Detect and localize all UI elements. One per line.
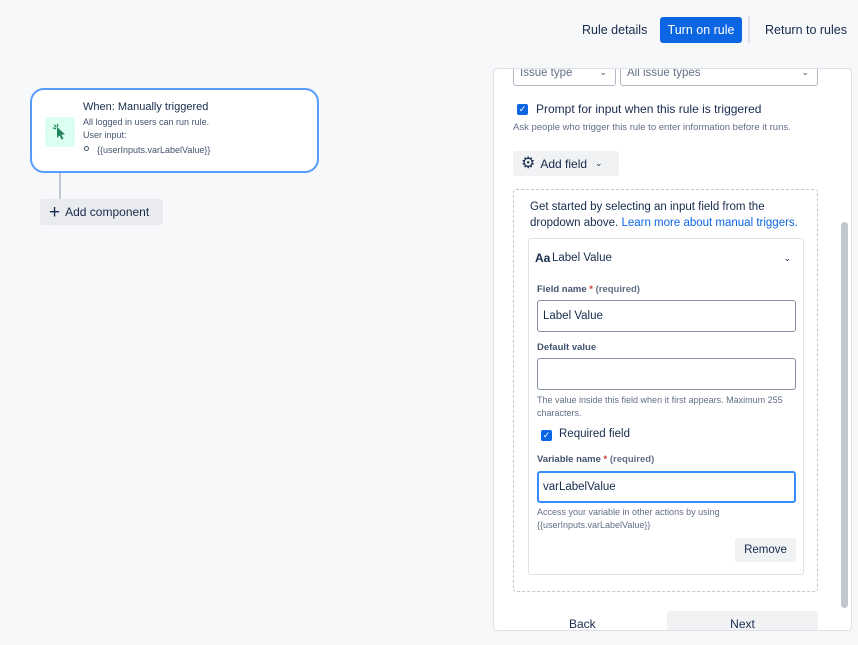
input-fields-container xyxy=(513,189,818,592)
rule-details-button[interactable]: Rule details xyxy=(582,23,648,37)
default-value-label: Default value xyxy=(537,342,597,353)
remove-field-button[interactable]: Remove xyxy=(735,538,796,562)
add-component-button[interactable] xyxy=(40,199,163,225)
connector-line xyxy=(59,173,61,200)
issue-type-select[interactable] xyxy=(513,68,616,86)
required-field-label: Required field xyxy=(559,428,630,440)
all-issue-types-select[interactable] xyxy=(620,68,818,86)
chevron-down-icon: ⌄ xyxy=(801,68,809,77)
variable-name-label: Variable name * (required) xyxy=(537,454,655,465)
default-value-input[interactable] xyxy=(537,358,796,390)
plus-icon: + xyxy=(49,201,61,223)
add-field-label: Add field xyxy=(540,156,588,171)
field-name-input[interactable]: Label Value xyxy=(537,300,796,332)
add-field-button[interactable] xyxy=(513,151,619,176)
trigger-card[interactable] xyxy=(30,88,319,173)
header-divider xyxy=(748,16,750,43)
all-issue-types-select-value: All issue types xyxy=(627,68,701,79)
back-button[interactable]: Back xyxy=(569,617,596,631)
learn-more-link[interactable]: Learn more about manual triggers. xyxy=(621,217,798,229)
add-component-label: Add component xyxy=(65,205,150,219)
panel-scrollbar[interactable] xyxy=(841,222,848,608)
chevron-down-icon: ⌄ xyxy=(599,68,607,77)
cursor-click-icon xyxy=(45,117,75,147)
text-field-type-icon: Aa xyxy=(535,251,551,265)
bullet-icon xyxy=(84,146,89,151)
chevron-down-icon[interactable]: ⌄ xyxy=(783,253,791,263)
field-name-label: Field name * (required) xyxy=(537,284,640,295)
default-value-help: The value inside this field when it first appears. Maximum 255 characters. xyxy=(537,395,783,418)
variable-name-input[interactable]: varLabelValue xyxy=(537,471,796,503)
trigger-config-panel xyxy=(493,68,852,631)
trigger-variable: {{userInputs.varLabelValue}} xyxy=(97,145,211,155)
prompt-input-label: Prompt for input when this rule is triggered xyxy=(536,102,762,116)
trigger-title: When: Manually triggered xyxy=(83,101,209,113)
return-to-rules-button[interactable]: Return to rules xyxy=(765,23,847,37)
required-field-checkbox[interactable]: ✓ xyxy=(542,430,551,440)
trigger-user-input-label: User input: xyxy=(83,130,127,140)
issue-type-select-value: Issue type xyxy=(520,68,573,79)
get-started-text: Get started by selecting an input field from the dropdown above. Learn more about manual triggers. xyxy=(530,201,798,229)
chevron-down-icon: ⌄ xyxy=(595,158,603,168)
input-field-title: Label Value xyxy=(552,252,612,264)
next-button[interactable]: Next xyxy=(667,611,818,631)
variable-name-help: Access your variable in other actions by using {{userInputs.varLabelValue}} xyxy=(537,507,720,530)
input-field-card xyxy=(528,238,804,575)
prompt-input-checkbox[interactable]: ✓ xyxy=(518,104,527,114)
gear-icon: ⚙ xyxy=(521,154,536,172)
trigger-description: All logged in users can run rule. xyxy=(83,117,210,127)
turn-on-rule-button[interactable]: Turn on rule xyxy=(660,17,742,43)
prompt-input-help: Ask people who trigger this rule to enter information before it runs. xyxy=(513,122,791,133)
